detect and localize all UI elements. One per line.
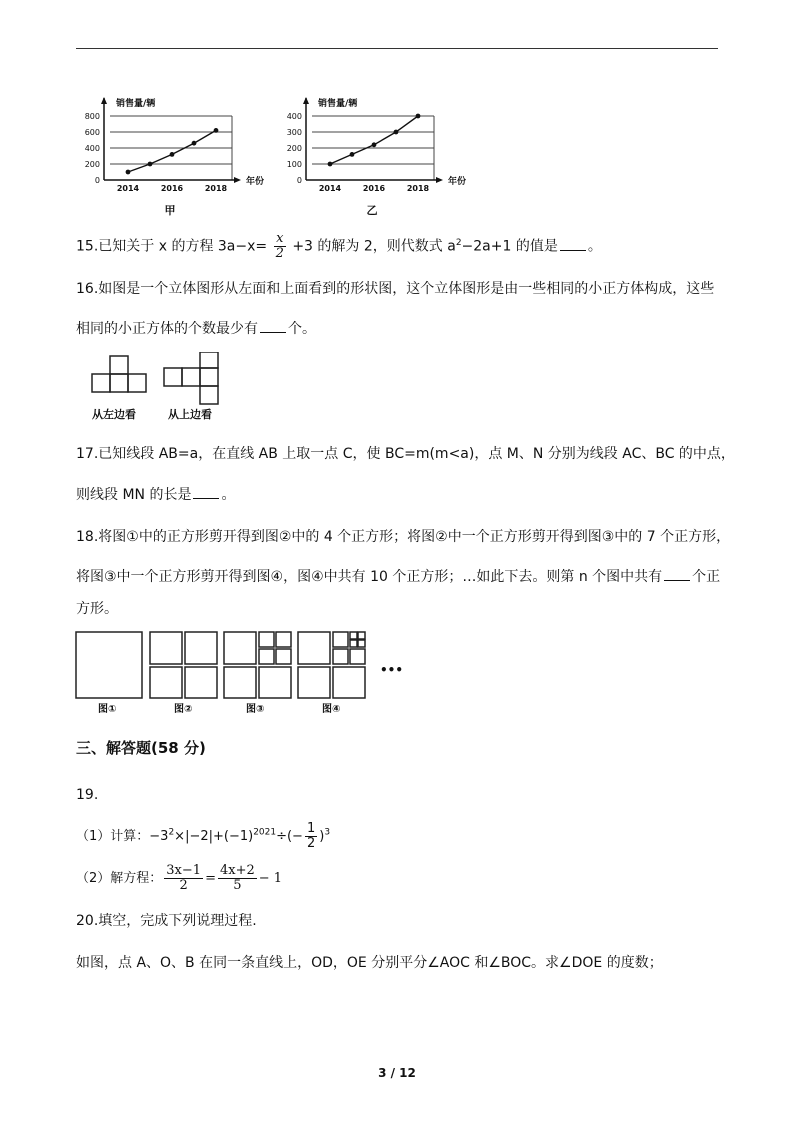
x-tick-label: 2018	[406, 184, 430, 193]
fig-label: 图④	[322, 704, 341, 715]
fig3-square	[259, 667, 291, 698]
question-17-line2: 则线段 MN 的长是 。	[76, 487, 236, 503]
x-tick-label: 2016	[160, 184, 184, 193]
chart-jia	[80, 92, 280, 220]
top-view-square	[200, 386, 218, 404]
header-rule	[76, 48, 718, 49]
x-axis-arrow	[234, 177, 241, 183]
question-16-line1: 16.如图是一个立体图形从左面和上面看到的形状图，这个立体图形是由一些相同的小正方体构成，这些	[76, 281, 715, 297]
data-point	[328, 162, 333, 167]
y-tick-label: 100	[286, 160, 302, 169]
chart-title: 甲	[164, 204, 176, 217]
x-axis-label: 年份	[246, 177, 265, 187]
y-tick-label: 200	[286, 144, 302, 153]
y-tick-label: 0	[296, 176, 302, 185]
x-tick-label: 2014	[318, 184, 342, 193]
answer-blank[interactable]	[560, 238, 586, 251]
question-18-line1: 18.将图①中的正方形剪开得到图②中的 4 个正方形；将图②中一个正方形剪开得到图③中的 7 个正方形，	[76, 529, 731, 545]
y-axis-arrow	[303, 97, 309, 104]
x-tick-label: 2018	[204, 184, 228, 193]
ellipsis: •••	[380, 663, 404, 677]
y-tick-label: 300	[286, 128, 302, 137]
y-axis-arrow	[101, 97, 107, 104]
label-left-view: 从左边看	[92, 408, 136, 421]
section-title: 三、解答题(58 分)	[76, 739, 206, 757]
x-tick-label: 2014	[116, 184, 140, 193]
fig4-square	[350, 649, 365, 664]
top-view-square	[164, 368, 182, 386]
fig-label: 图③	[246, 704, 265, 715]
fig4-square	[333, 667, 365, 698]
left-view-square	[110, 356, 128, 374]
fig3-square	[259, 649, 274, 664]
page-number: 3 / 12	[378, 1066, 416, 1080]
answer-blank[interactable]	[260, 320, 286, 333]
fig4-square	[298, 632, 330, 664]
y-tick-label: 400	[84, 144, 100, 153]
series-line	[128, 130, 216, 172]
data-point	[192, 141, 197, 146]
x-axis-label: 年份	[448, 177, 467, 187]
question-20-line2: 如图，点 A、O、B 在同一条直线上，OD，OE 分别平分∠AOC 和∠BOC。求∠DOE 的度数；	[76, 955, 663, 971]
top-view-square	[200, 352, 218, 368]
fig4-square	[333, 632, 348, 647]
question-19-number: 19.	[76, 787, 99, 803]
question-19-part1: （1）计算：$-3^2\times|-2|+(-1)^{2021}\div(-$ $\frac{1}{2}$ )$^3$	[76, 821, 331, 851]
question-20-line1: 20.填空，完成下列说理过程.	[76, 913, 257, 929]
fig4-square	[333, 649, 348, 664]
data-point	[170, 152, 175, 157]
question-19-part2: （2）解方程： $\frac{3x-1}{2}$ = $\frac{4x+2}{5}$ − 1	[76, 863, 283, 893]
y-tick-label: 200	[84, 160, 100, 169]
y-tick-label: 400	[286, 112, 302, 121]
label-top-view: 从上边看	[168, 408, 212, 421]
data-point	[394, 130, 399, 135]
left-view-square	[92, 374, 110, 392]
question-18-line2: 将图③中一个正方形剪开得到图④，图④中共有 10 个正方形；…如此下去。则第 n 个图中共有 个正	[76, 569, 721, 585]
chart-yi	[282, 92, 482, 220]
fig4-square	[350, 632, 357, 639]
top-view-square	[182, 368, 200, 386]
fig4-square	[350, 640, 357, 647]
data-point	[214, 128, 219, 133]
question-17-line1: 17.已知线段 AB=a，在直线 AB 上取一点 C，使 BC=m(m<a)，点 M、N 分别为线段 AC、BC 的中点，	[76, 446, 735, 462]
top-view-square	[200, 368, 218, 386]
fig2-square	[185, 632, 217, 664]
question-16-line2: 相同的小正方体的个数最少有 个。	[76, 321, 316, 337]
question-15: 15.已知关于 x 的方程 3a−x= $\frac{x}{2}$ +3 的解为 2，则代数式 $a^2-2a+1$ 的值是 。	[76, 231, 602, 261]
q18-squares-figure	[74, 630, 404, 716]
fig4-square	[298, 667, 330, 698]
answer-blank[interactable]	[664, 568, 690, 581]
left-view-square	[110, 374, 128, 392]
fig4-square	[358, 640, 365, 647]
y-tick-label: 800	[84, 112, 100, 121]
q16-views-figure	[88, 352, 228, 424]
fig1-square	[76, 632, 142, 698]
chart-title: 乙	[366, 204, 378, 217]
x-tick-label: 2016	[362, 184, 386, 193]
data-point	[372, 142, 377, 147]
fig2-square	[150, 667, 182, 698]
fig3-square	[224, 667, 256, 698]
left-view-square	[128, 374, 146, 392]
data-point	[148, 162, 153, 167]
x-axis-arrow	[436, 177, 443, 183]
y-tick-label: 600	[84, 128, 100, 137]
fig4-square	[358, 632, 365, 639]
answer-blank[interactable]	[193, 486, 219, 499]
data-point	[126, 170, 131, 175]
y-tick-label: 0	[94, 176, 100, 185]
fig2-square	[185, 667, 217, 698]
series-line	[330, 116, 418, 164]
fig3-square	[259, 632, 274, 647]
y-axis-label: 销售量/辆	[116, 99, 156, 109]
fig3-square	[276, 649, 291, 664]
fig3-square	[224, 632, 256, 664]
data-point	[350, 152, 355, 157]
question-18-line3: 方形。	[76, 601, 118, 617]
fig2-square	[150, 632, 182, 664]
fig-label: 图①	[98, 704, 117, 715]
fig-label: 图②	[174, 704, 193, 715]
y-axis-label: 销售量/辆	[318, 99, 358, 109]
fig3-square	[276, 632, 291, 647]
data-point	[416, 114, 421, 119]
